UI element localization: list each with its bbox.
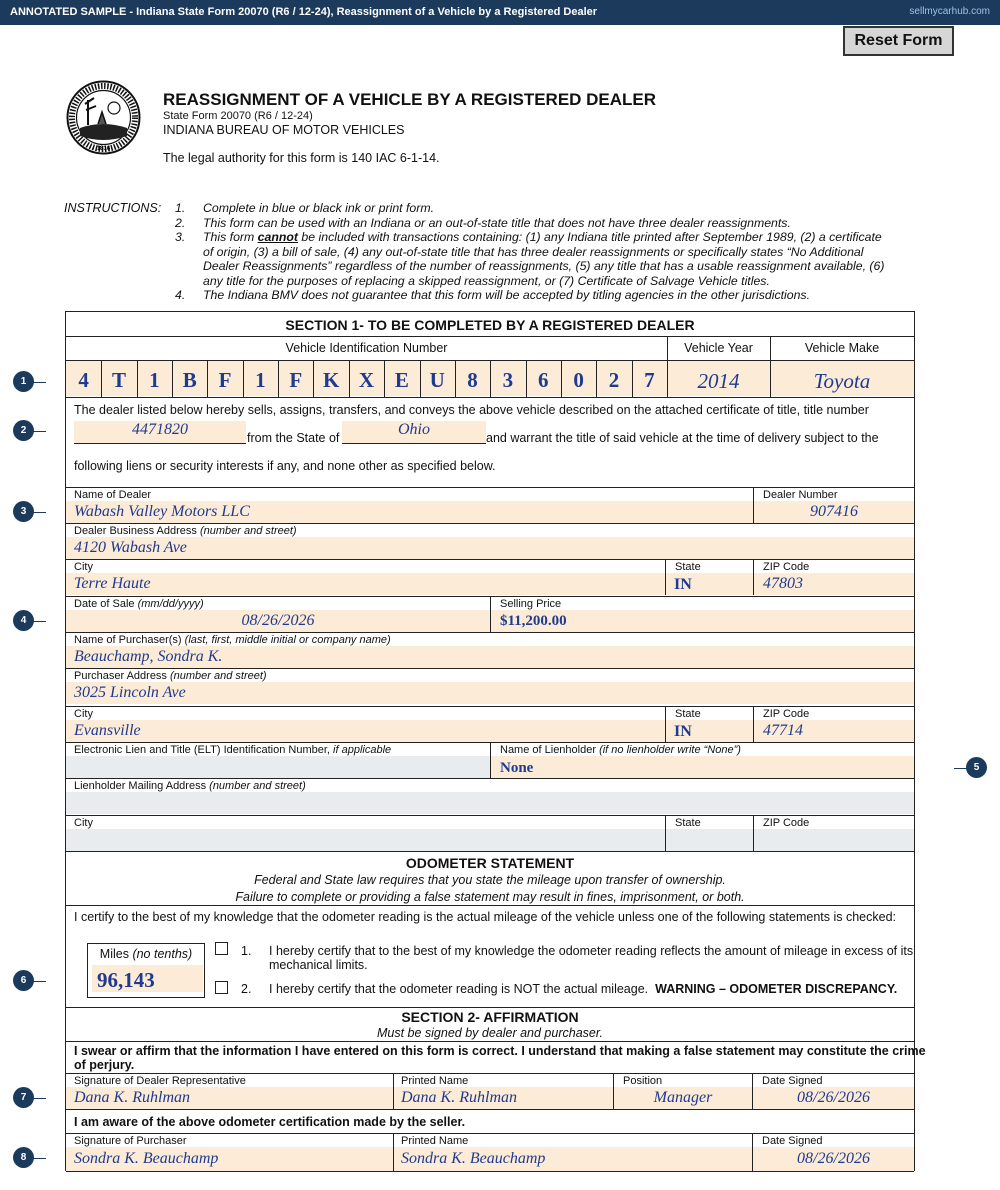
aware-statement: I am aware of the above odometer certification made by the seller. xyxy=(74,1115,466,1129)
state-form-number: State Form 20070 (R6 / 12-24) xyxy=(163,110,313,122)
purchaser-date-signed-label: Date Signed xyxy=(762,1135,823,1147)
dealer-city-label: City xyxy=(74,561,93,573)
purchaser-zip-field[interactable]: 47714 xyxy=(763,722,803,739)
selling-price-field[interactable]: $11,200.00 xyxy=(500,613,567,629)
vin-character-cell[interactable]: F xyxy=(289,368,303,392)
purchaser-printed-name-label: Printed Name xyxy=(401,1135,469,1147)
instructions-label: INSTRUCTIONS: xyxy=(64,201,162,215)
instruction-item: 1. Complete in blue or black ink or print form. xyxy=(175,201,435,215)
elt-label: Electronic Lien and Title (ELT) Identification Number, if applicable xyxy=(74,744,392,756)
vin-character-cell[interactable]: 1 xyxy=(149,368,160,392)
vehicle-year-field[interactable]: 2014 xyxy=(697,369,740,393)
cannot-emphasis: cannot xyxy=(257,230,298,244)
vin-character-cell[interactable]: 4 xyxy=(78,368,89,392)
banner-title: ANNOTATED SAMPLE - Indiana State Form 20070 (R6 / 12-24), Reassignment of a Vehicle by a Registered Dealer xyxy=(10,6,598,18)
title-state-field[interactable]: Ohio xyxy=(398,421,430,438)
excess-mileage-text: I hereby certify that to the best of my knowledge the odometer reading reflects the amount of mileage in excess of its xyxy=(269,944,914,958)
odometer-law-1: Federal and State law requires that you state the mileage upon transfer of ownership. xyxy=(254,873,726,887)
dealer-signature-label: Signature of Dealer Representative xyxy=(74,1075,246,1087)
seal-year: 1816 xyxy=(96,146,111,152)
vin-character-cell[interactable]: 6 xyxy=(538,368,549,392)
lienholder-zip-field[interactable] xyxy=(754,829,914,851)
purchaser-date-signed-field[interactable]: 08/26/2026 xyxy=(797,1150,870,1167)
banner-site-link[interactable]: sellmycarhub.com xyxy=(909,6,990,17)
position-field[interactable]: Manager xyxy=(653,1089,713,1106)
vin-character-cell[interactable]: X xyxy=(358,368,375,392)
odometer-certify-text: I certify to the best of my knowledge that the odometer reading is the actual mileage of the vehicle unless one of the following statements is checked: xyxy=(74,910,896,924)
position-label: Position xyxy=(623,1075,663,1087)
purchaser-city-field[interactable]: Evansville xyxy=(74,722,141,739)
agency-name: INDIANA BUREAU OF MOTOR VEHICLES xyxy=(163,123,405,137)
purchaser-name-field[interactable]: Beauchamp, Sondra K. xyxy=(74,648,223,665)
reset-form-button[interactable]: Reset Form xyxy=(843,26,954,56)
vin-character-cell[interactable]: K xyxy=(322,368,340,392)
instruction-item: 2. This form can be used with an Indiana or an out-of-state title that does not have three dealer reassignments. xyxy=(175,215,791,230)
annotation-marker: 3 xyxy=(13,501,34,522)
vin-label: Vehicle Identification Number xyxy=(285,341,448,355)
dealer-name-field[interactable]: Wabash Valley Motors LLC xyxy=(74,503,250,520)
vehicle-make-label: Vehicle Make xyxy=(804,341,880,355)
vin-character-cell[interactable]: E xyxy=(394,368,409,392)
lienholder-name-label: Name of Lienholder (if no lienholder write “None”) xyxy=(500,744,741,756)
annotation-marker: 2 xyxy=(13,420,34,441)
annotation-marker: 7 xyxy=(13,1087,34,1108)
purchaser-signature-field[interactable]: Sondra K. Beauchamp xyxy=(74,1150,219,1167)
annotation-marker: 1 xyxy=(13,371,34,392)
vin-character-cell[interactable]: 0 xyxy=(573,368,584,392)
dealer-address-field[interactable]: 4120 Wabash Ave xyxy=(74,539,187,556)
dealer-signature-field[interactable]: Dana K. Ruhlman xyxy=(74,1089,190,1106)
purchaser-state-field[interactable]: IN xyxy=(674,723,692,740)
dealer-name-label: Name of Dealer xyxy=(74,489,152,501)
annotation-marker: 4 xyxy=(13,610,34,631)
vin-character-cell[interactable]: 2 xyxy=(608,368,620,392)
selling-price-label: Selling Price xyxy=(500,598,562,610)
vehicle-year-label: Vehicle Year xyxy=(684,341,753,355)
instruction-item: 3. This form cannot be included with transactions containing: (1) any Indiana title printed after September 1989, (2) a certificate of origin, (3) a bill of sale, (4) any out-of-state title that has three dealer reassignments or specifically states “No Additional Dealer Reassignments” regardless of the number of reassignments, (5) any title that has a usable reassignment available, (6) any title for the purposes of replacing a skipped reassignment, or (7) Certificate of Salvage Vehicle titles. xyxy=(175,230,885,288)
annotation-marker: 5 xyxy=(966,757,987,778)
form-title: REASSIGNMENT OF A VEHICLE BY A REGISTERED DEALER xyxy=(163,90,657,109)
date-of-sale-field[interactable]: 08/26/2026 xyxy=(241,612,315,629)
odometer-title: ODOMETER STATEMENT xyxy=(405,855,575,871)
dealer-state-field[interactable]: IN xyxy=(674,576,692,593)
odometer-law-2: Failure to complete or providing a false statement may result in fines, imprisonment, or both. xyxy=(235,890,745,904)
vin-character-cell[interactable]: 7 xyxy=(644,368,655,392)
section2-subtitle: Must be signed by dealer and purchaser. xyxy=(376,1026,604,1040)
warrant-text: and warrant the title of said vehicle at the time of delivery subject to the xyxy=(486,431,879,445)
not-actual-mileage-checkbox[interactable] xyxy=(215,981,228,994)
dealer-number-field[interactable]: 907416 xyxy=(810,503,858,520)
section1-title: SECTION 1- TO BE COMPLETED BY A REGISTERED DEALER xyxy=(285,317,695,333)
vin-character-cell[interactable]: 1 xyxy=(255,368,266,392)
transfer-statement: The dealer listed below hereby sells, assigns, transfers, and conveys the above vehicle described on the attached certificate of title, title number xyxy=(74,403,869,417)
dealer-city-field[interactable]: Terre Haute xyxy=(74,575,151,592)
miles-field[interactable]: 96,143 xyxy=(97,968,155,992)
annotation-marker: 6 xyxy=(13,970,34,991)
dealer-printed-name-field[interactable]: Dana K. Ruhlman xyxy=(401,1089,517,1106)
date-of-sale-label: Date of Sale (mm/dd/yyyy) xyxy=(74,598,204,610)
from-state-text: from the State of xyxy=(247,431,340,445)
dealer-address-label: Dealer Business Address (number and street) xyxy=(74,525,297,537)
dealer-zip-field[interactable]: 47803 xyxy=(763,575,803,592)
purchaser-state-label: State xyxy=(675,708,701,720)
dealer-printed-name-label: Printed Name xyxy=(401,1075,469,1087)
lienholder-city-field[interactable] xyxy=(66,829,665,851)
legal-authority: The legal authority for this form is 140 IAC 6-1-14. xyxy=(163,151,440,165)
lienholder-zip-label: ZIP Code xyxy=(763,817,810,829)
title-number-field[interactable]: 4471820 xyxy=(132,421,188,438)
dealer-state-label: State xyxy=(675,561,701,573)
lienholder-city-label: City xyxy=(74,817,93,829)
annotation-marker: 8 xyxy=(13,1147,34,1168)
instruction-item: 4. The Indiana BMV does not guarantee that this form will be accepted by titling agencies in the other jurisdictions. xyxy=(175,288,810,302)
instructions-list xyxy=(175,201,895,303)
purchaser-city-label: City xyxy=(74,708,93,720)
excess-mileage-checkbox[interactable] xyxy=(215,942,228,955)
vin-character-cell[interactable]: B xyxy=(182,368,197,392)
dealer-date-signed-field[interactable]: 08/26/2026 xyxy=(797,1089,870,1106)
section2-title: SECTION 2- AFFIRMATION xyxy=(401,1009,579,1025)
lienholder-name-field[interactable]: None xyxy=(500,760,534,776)
vehicle-make-field[interactable]: Toyota xyxy=(813,369,871,393)
purchaser-address-field[interactable]: 3025 Lincoln Ave xyxy=(74,684,186,701)
dealer-number-label: Dealer Number xyxy=(763,489,838,501)
indiana-seal-icon xyxy=(66,80,141,155)
dealer-date-signed-label: Date Signed xyxy=(762,1075,823,1087)
top-banner xyxy=(0,0,1000,25)
affirmation-text: I swear or affirm that the information I have entered on this form is correct. I understand that making a false statement may constitute the crime xyxy=(74,1044,926,1058)
form-grid: SECTION 1- TO BE COMPLETED BY A REGISTERED DEALER Vehicle Identification Number Vehicle Year Vehicle Make 2014 Toyota The dealer listed below hereby sells, assigns, transfers, and conveys the above vehicle described on the attached certificate of title, title number 4471820 from the State of Ohio and warrant the title of said vehicle at the time of delivery subject to the following liens or security interests if any, and none other as specified below. Name of Dealer Dealer Number Wabash Valley Motors LLC 907416 Dealer Business Address (number and street) 4120 Wabash Ave City State ZIP Code Terre Haute IN 47803 Date of Sale (mm/dd/yyyy) Selling Price 08/26/2026 $11,200.00 Name of Purchaser(s) (last, first, middle initial or company name) Beauchamp, Sondra K. Purchaser Address (number and street) 3025 Lincoln Ave City State ZIP Code Evansville IN 47714 Electronic Lien and Title (ELT) Identification Number, if applicable Name of Lienholder (if no lienholder write “None”) None Lienholder Mailing Address (number and street) City State ZIP Code ODOMETER STATEMENT Federal and State law requires that you state the mileage upon transfer of ownership. Failure to complete or providing a false statement may result in fines, imprisonment, or both. I certify to the best of my knowledge that the odometer reading is the actual mileage of the vehicle unless one of the following statements is checked: Miles (no tenths) 96,143 1. I hereby certify that to the best of my knowledge the odometer reading reflects the amount of mileage in excess of its mechanical limits. 2. I hereby certify that the odometer reading is NOT the actual mileage. WARNING – ODOMETER DISCREPANCY. SECTION 2- AFFIRMATION Must be signed by dealer and purchaser. I swear or affirm that the information I have entered on this form is correct. I understand that making a false statement may constitute the crime of perjury. Signature of Dealer Representative Printed Name Position Date Signed Dana K. Ruhlman Dana K. Ruhlman Manager 08/26/2026 I am aware of the above odometer certification made by the seller. Signature of Purchaser Printed Name Date Signed Sondra K. Beauchamp Sondra K. Beauchamp 08/26/2026 4 T 1 B F 1 F K X E U 8 3 6 0 2 7 xyxy=(65,311,915,1171)
liens-text: following liens or security interests if any, and none other as specified below. xyxy=(74,459,496,473)
miles-label: Miles (no tenths) xyxy=(99,947,193,961)
purchaser-address-label: Purchaser Address (number and street) xyxy=(74,670,267,682)
lienholder-state-label: State xyxy=(675,817,701,829)
purchaser-zip-label: ZIP Code xyxy=(763,708,810,720)
lienholder-address-label: Lienholder Mailing Address (number and street) xyxy=(74,780,306,792)
purchaser-name-label: Name of Purchaser(s) (last, first, middle initial or company name) xyxy=(74,634,391,646)
not-actual-mileage-text: I hereby certify that the odometer reading is NOT the actual mileage. WARNING – ODOMETER DISCREPANCY. xyxy=(269,982,898,996)
vin-character-cell[interactable]: T xyxy=(112,368,127,392)
dealer-zip-label: ZIP Code xyxy=(763,561,810,573)
purchaser-signature-label: Signature of Purchaser xyxy=(74,1135,187,1147)
lienholder-state-field[interactable] xyxy=(666,829,753,851)
odometer-warning: WARNING – ODOMETER DISCREPANCY. xyxy=(655,982,898,996)
purchaser-printed-name-field[interactable]: Sondra K. Beauchamp xyxy=(401,1150,546,1167)
lienholder-address-field[interactable] xyxy=(66,792,914,814)
vin-character-cell[interactable]: F xyxy=(218,368,232,392)
vin-character-cell[interactable]: 3 xyxy=(502,368,514,392)
elt-field[interactable] xyxy=(66,756,490,778)
vin-character-cell[interactable]: U xyxy=(429,368,445,392)
vin-character-cell[interactable]: 8 xyxy=(467,368,478,392)
